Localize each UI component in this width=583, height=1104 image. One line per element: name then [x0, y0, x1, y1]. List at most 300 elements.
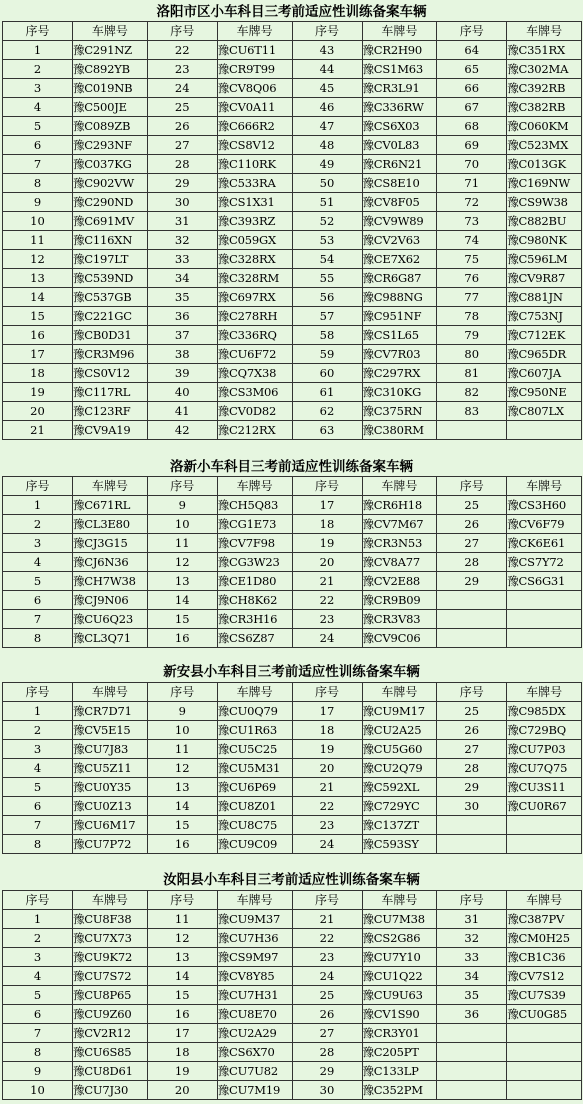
plate-cell: 豫C382RB: [507, 98, 582, 117]
index-cell: 10: [147, 515, 217, 534]
plate-cell: 豫C882BU: [507, 212, 582, 231]
table-row: [3, 212, 582, 231]
plate-cell: 豫CV7F98: [217, 534, 292, 553]
empty-cell: [507, 1081, 582, 1100]
index-cell: 6: [3, 1005, 73, 1024]
plate-cell: 豫CR3L91: [362, 79, 437, 98]
table-row: [3, 986, 582, 1005]
plate-cell: 豫CE7X62: [362, 250, 437, 269]
empty-cell: [437, 610, 507, 629]
index-cell: 4: [3, 553, 73, 572]
index-cell: 12: [147, 759, 217, 778]
index-cell: 24: [292, 629, 362, 648]
index-cell: 6: [3, 591, 73, 610]
plate-cell: 豫C212RX: [217, 421, 292, 440]
index-cell: 18: [292, 721, 362, 740]
plate-cell: 豫C988NG: [362, 288, 437, 307]
index-cell: 69: [437, 136, 507, 155]
index-cell: 47: [292, 117, 362, 136]
table-row: [3, 515, 582, 534]
table-row: [3, 421, 582, 440]
plate-cell: 豫CV2E88: [362, 572, 437, 591]
index-cell: 29: [292, 1062, 362, 1081]
empty-cell: [437, 816, 507, 835]
index-cell: 57: [292, 307, 362, 326]
plate-cell: 豫CS7Y72: [507, 553, 582, 572]
plate-cell: 豫CU8Z01: [217, 797, 292, 816]
empty-cell: [507, 1024, 582, 1043]
index-cell: 14: [147, 797, 217, 816]
plate-cell: 豫CU6P69: [217, 778, 292, 797]
table-row: [3, 835, 582, 854]
index-cell: 17: [147, 1024, 217, 1043]
index-cell: 80: [437, 345, 507, 364]
plate-cell: 豫CV8A77: [362, 553, 437, 572]
plate-cell: 豫C666R2: [217, 117, 292, 136]
plate-cell: 豫CU9C09: [217, 835, 292, 854]
plate-cell: 豫C302MA: [507, 60, 582, 79]
index-cell: 83: [437, 402, 507, 421]
plate-cell: 豫C328RM: [217, 269, 292, 288]
table-row: [3, 288, 582, 307]
plate-cell: 豫C892YB: [73, 60, 148, 79]
index-cell: 46: [292, 98, 362, 117]
table-row: [3, 591, 582, 610]
index-cell: 22: [292, 591, 362, 610]
plate-cell: 豫C336RQ: [217, 326, 292, 345]
plate-cell: 豫CV1S90: [362, 1005, 437, 1024]
plate-cell: 豫CS1L65: [362, 326, 437, 345]
index-cell: 21: [3, 421, 73, 440]
index-cell: 78: [437, 307, 507, 326]
index-cell: 17: [292, 496, 362, 515]
plate-cell: 豫C060KM: [507, 117, 582, 136]
plate-cell: 豫CR3M96: [73, 345, 148, 364]
plate-cell: 豫CK6E61: [507, 534, 582, 553]
plate-cell: 豫CU7X73: [73, 929, 148, 948]
index-cell: 11: [3, 231, 73, 250]
index-cell: 39: [147, 364, 217, 383]
empty-cell: [507, 835, 582, 854]
empty-cell: [507, 629, 582, 648]
plate-cell: 豫CU7M38: [362, 910, 437, 929]
index-cell: 22: [292, 929, 362, 948]
index-cell: 25: [292, 986, 362, 1005]
index-cell: 5: [3, 986, 73, 1005]
empty-cell: [507, 591, 582, 610]
plate-cell: 豫C593SY: [362, 835, 437, 854]
plate-cell: 豫CB1C36: [507, 948, 582, 967]
plate-cell: 豫CU0Q79: [217, 702, 292, 721]
plate-cell: 豫C310KG: [362, 383, 437, 402]
column-header-plate: 车牌号: [73, 683, 148, 702]
plate-cell: 豫C133LP: [362, 1062, 437, 1081]
table-row: [3, 816, 582, 835]
index-cell: 62: [292, 402, 362, 421]
table-row: [3, 345, 582, 364]
index-cell: 26: [147, 117, 217, 136]
plate-cell: 豫CV0D82: [217, 402, 292, 421]
index-cell: 13: [3, 269, 73, 288]
plate-cell: 豫C123RF: [73, 402, 148, 421]
plate-cell: 豫CU7S39: [507, 986, 582, 1005]
index-cell: 12: [3, 250, 73, 269]
plate-cell: 豫C110RK: [217, 155, 292, 174]
plate-cell: 豫CQ7X38: [217, 364, 292, 383]
column-header-index: 序号: [147, 891, 217, 910]
plate-cell: 豫CS3M06: [217, 383, 292, 402]
index-cell: 29: [437, 778, 507, 797]
plate-cell: 豫CV9W89: [362, 212, 437, 231]
table-row: [3, 174, 582, 193]
plate-cell: 豫C537GB: [73, 288, 148, 307]
plate-cell: 豫CV5E15: [73, 721, 148, 740]
plate-cell: 豫CG1E73: [217, 515, 292, 534]
index-cell: 16: [147, 629, 217, 648]
plate-cell: 豫CR9B09: [362, 591, 437, 610]
plate-cell: 豫CU8F38: [73, 910, 148, 929]
plate-cell: 豫CV9R87: [507, 269, 582, 288]
empty-cell: [437, 835, 507, 854]
column-header-index: 序号: [292, 683, 362, 702]
plate-cell: 豫CV7S12: [507, 967, 582, 986]
index-cell: 23: [147, 60, 217, 79]
index-cell: 53: [292, 231, 362, 250]
index-cell: 54: [292, 250, 362, 269]
plate-cell: 豫CU0Z13: [73, 797, 148, 816]
table-row: [3, 721, 582, 740]
plate-cell: 豫CU8E70: [217, 1005, 292, 1024]
index-cell: 9: [3, 1062, 73, 1081]
index-cell: 27: [437, 740, 507, 759]
plate-cell: 豫CV7M67: [362, 515, 437, 534]
plate-cell: 豫C290ND: [73, 193, 148, 212]
plate-cell: 豫CV7R03: [362, 345, 437, 364]
empty-cell: [507, 1043, 582, 1062]
index-cell: 41: [147, 402, 217, 421]
index-cell: 3: [3, 740, 73, 759]
plate-cell: 豫CV9A19: [73, 421, 148, 440]
index-cell: 67: [437, 98, 507, 117]
table-row: [3, 740, 582, 759]
column-header-plate: 车牌号: [73, 22, 148, 41]
index-cell: 3: [3, 79, 73, 98]
index-cell: 49: [292, 155, 362, 174]
plate-cell: 豫C951NF: [362, 307, 437, 326]
index-cell: 60: [292, 364, 362, 383]
index-cell: 2: [3, 515, 73, 534]
column-header-plate: 车牌号: [507, 683, 582, 702]
column-header-index: 序号: [147, 683, 217, 702]
plate-cell: 豫C278RH: [217, 307, 292, 326]
column-header-index: 序号: [3, 683, 73, 702]
index-cell: 1: [3, 41, 73, 60]
plate-cell: 豫C533RA: [217, 174, 292, 193]
plate-cell: 豫CU6M17: [73, 816, 148, 835]
index-cell: 13: [147, 948, 217, 967]
index-cell: 13: [147, 778, 217, 797]
index-cell: 24: [147, 79, 217, 98]
table-row: [3, 553, 582, 572]
index-cell: 4: [3, 967, 73, 986]
plate-cell: 豫CU9U63: [362, 986, 437, 1005]
index-cell: 58: [292, 326, 362, 345]
index-cell: 15: [3, 307, 73, 326]
plate-cell: 豫C205PT: [362, 1043, 437, 1062]
index-cell: 19: [292, 534, 362, 553]
plate-cell: 豫CU0R67: [507, 797, 582, 816]
plate-cell: 豫C671RL: [73, 496, 148, 515]
plate-cell: 豫CS9W38: [507, 193, 582, 212]
index-cell: 25: [437, 702, 507, 721]
vehicle-table: [2, 21, 582, 440]
index-cell: 27: [292, 1024, 362, 1043]
empty-cell: [507, 610, 582, 629]
index-cell: 24: [292, 835, 362, 854]
index-cell: 28: [292, 1043, 362, 1062]
plate-cell: 豫CU9M37: [217, 910, 292, 929]
table-row: [3, 193, 582, 212]
plate-cell: 豫CR2H90: [362, 41, 437, 60]
index-cell: 51: [292, 193, 362, 212]
plate-cell: 豫CU5Z11: [73, 759, 148, 778]
column-header-index: 序号: [437, 683, 507, 702]
table-row: [3, 402, 582, 421]
plate-cell: 豫C117RL: [73, 383, 148, 402]
index-cell: 19: [292, 740, 362, 759]
plate-cell: 豫C596LM: [507, 250, 582, 269]
index-cell: 19: [147, 1062, 217, 1081]
index-cell: 9: [147, 496, 217, 515]
index-cell: 8: [3, 174, 73, 193]
column-header-plate: 车牌号: [73, 477, 148, 496]
column-header-index: 序号: [3, 477, 73, 496]
section-title: 汝阳县小车科目三考前适应性训练备案车辆: [163, 872, 420, 888]
plate-cell: 豫CU7M19: [217, 1081, 292, 1100]
index-cell: 11: [147, 910, 217, 929]
plate-cell: 豫C293NF: [73, 136, 148, 155]
index-cell: 14: [3, 288, 73, 307]
plate-cell: 豫C950NE: [507, 383, 582, 402]
plate-cell: 豫CS6X03: [362, 117, 437, 136]
index-cell: 30: [292, 1081, 362, 1100]
plate-cell: 豫CU7P72: [73, 835, 148, 854]
plate-cell: 豫C197LT: [73, 250, 148, 269]
plate-cell: 豫CU2A29: [217, 1024, 292, 1043]
index-cell: 56: [292, 288, 362, 307]
plate-cell: 豫CJ6N36: [73, 553, 148, 572]
index-cell: 23: [292, 948, 362, 967]
empty-cell: [437, 629, 507, 648]
index-cell: 18: [147, 1043, 217, 1062]
plate-cell: 豫CU7Y10: [362, 948, 437, 967]
plate-cell: 豫CU7J30: [73, 1081, 148, 1100]
index-cell: 11: [147, 534, 217, 553]
plate-cell: 豫C297RX: [362, 364, 437, 383]
plate-cell: 豫CV8F05: [362, 193, 437, 212]
empty-cell: [507, 1062, 582, 1081]
index-cell: 1: [3, 910, 73, 929]
index-cell: 2: [3, 60, 73, 79]
header-row: [3, 22, 582, 41]
column-header-index: 序号: [3, 22, 73, 41]
index-cell: 4: [3, 98, 73, 117]
index-cell: 81: [437, 364, 507, 383]
plate-cell: 豫CR7D71: [73, 702, 148, 721]
plate-cell: 豫C539ND: [73, 269, 148, 288]
plate-cell: 豫C019NB: [73, 79, 148, 98]
column-header-index: 序号: [292, 22, 362, 41]
plate-cell: 豫C116XN: [73, 231, 148, 250]
index-cell: 37: [147, 326, 217, 345]
table-row: [3, 250, 582, 269]
plate-cell: 豫CU8D61: [73, 1062, 148, 1081]
plate-cell: 豫CS2G86: [362, 929, 437, 948]
plate-cell: 豫CU8P65: [73, 986, 148, 1005]
index-cell: 7: [3, 1024, 73, 1043]
index-cell: 50: [292, 174, 362, 193]
index-cell: 21: [292, 778, 362, 797]
plate-cell: 豫CU9K72: [73, 948, 148, 967]
column-header-plate: 车牌号: [217, 891, 292, 910]
plate-cell: 豫CS6Z87: [217, 629, 292, 648]
column-header-plate: 车牌号: [507, 22, 582, 41]
plate-cell: 豫C607JA: [507, 364, 582, 383]
plate-cell: 豫CR9T99: [217, 60, 292, 79]
table-row: [3, 364, 582, 383]
table-row: [3, 60, 582, 79]
empty-cell: [507, 421, 582, 440]
index-cell: 42: [147, 421, 217, 440]
table-row: [3, 948, 582, 967]
plate-cell: 豫C500JE: [73, 98, 148, 117]
plate-cell: 豫CH8K62: [217, 591, 292, 610]
index-cell: 13: [147, 572, 217, 591]
plate-cell: 豫CV0L83: [362, 136, 437, 155]
empty-cell: [437, 1024, 507, 1043]
index-cell: 59: [292, 345, 362, 364]
table-row: [3, 269, 582, 288]
index-cell: 32: [147, 231, 217, 250]
index-cell: 38: [147, 345, 217, 364]
plate-cell: 豫CU7Q75: [507, 759, 582, 778]
index-cell: 10: [3, 212, 73, 231]
index-cell: 2: [3, 721, 73, 740]
plate-cell: 豫C902VW: [73, 174, 148, 193]
plate-cell: 豫C753NJ: [507, 307, 582, 326]
plate-cell: 豫C291NZ: [73, 41, 148, 60]
index-cell: 68: [437, 117, 507, 136]
index-cell: 2: [3, 929, 73, 948]
index-cell: 6: [3, 136, 73, 155]
plate-cell: 豫CS8V12: [217, 136, 292, 155]
index-cell: 9: [3, 193, 73, 212]
plate-cell: 豫C691MV: [73, 212, 148, 231]
plate-cell: 豫C729BQ: [507, 721, 582, 740]
plate-cell: 豫CS1X31: [217, 193, 292, 212]
index-cell: 35: [147, 288, 217, 307]
index-cell: 12: [147, 929, 217, 948]
empty-cell: [437, 1062, 507, 1081]
index-cell: 23: [292, 816, 362, 835]
plate-cell: 豫CV6F79: [507, 515, 582, 534]
index-cell: 19: [3, 383, 73, 402]
plate-cell: 豫C697RX: [217, 288, 292, 307]
column-header-plate: 车牌号: [507, 477, 582, 496]
index-cell: 32: [437, 929, 507, 948]
plate-cell: 豫C336RW: [362, 98, 437, 117]
column-header-index: 序号: [437, 22, 507, 41]
plate-cell: 豫C328RX: [217, 250, 292, 269]
plate-cell: 豫CH5Q83: [217, 496, 292, 515]
plate-cell: 豫CV0A11: [217, 98, 292, 117]
table-row: [3, 79, 582, 98]
table-row: [3, 98, 582, 117]
plate-cell: 豫CS6X70: [217, 1043, 292, 1062]
index-cell: 31: [147, 212, 217, 231]
index-cell: 31: [437, 910, 507, 929]
index-cell: 71: [437, 174, 507, 193]
plate-cell: 豫CJ9N06: [73, 591, 148, 610]
plate-cell: 豫C380RM: [362, 421, 437, 440]
index-cell: 7: [3, 610, 73, 629]
plate-cell: 豫C881JN: [507, 288, 582, 307]
plate-cell: 豫CB0D31: [73, 326, 148, 345]
index-cell: 20: [292, 759, 362, 778]
plate-cell: 豫CU7H36: [217, 929, 292, 948]
index-cell: 28: [437, 553, 507, 572]
table-row: [3, 1005, 582, 1024]
plate-cell: 豫CU5C25: [217, 740, 292, 759]
index-cell: 7: [3, 816, 73, 835]
table-row: [3, 231, 582, 250]
index-cell: 75: [437, 250, 507, 269]
table-row: [3, 759, 582, 778]
table-row: [3, 629, 582, 648]
column-header-index: 序号: [437, 477, 507, 496]
plate-cell: 豫CU6S85: [73, 1043, 148, 1062]
plate-cell: 豫CJ3G15: [73, 534, 148, 553]
index-cell: 20: [3, 402, 73, 421]
table-row: [3, 117, 582, 136]
index-cell: 20: [147, 1081, 217, 1100]
plate-cell: 豫CS6G31: [507, 572, 582, 591]
plate-cell: 豫C965DR: [507, 345, 582, 364]
table-row: [3, 929, 582, 948]
index-cell: 5: [3, 778, 73, 797]
plate-cell: 豫C375RN: [362, 402, 437, 421]
index-cell: 11: [147, 740, 217, 759]
index-cell: 29: [437, 572, 507, 591]
plate-cell: 豫CV8Q06: [217, 79, 292, 98]
plate-cell: 豫C013GK: [507, 155, 582, 174]
index-cell: 3: [3, 948, 73, 967]
table-row: [3, 778, 582, 797]
plate-cell: 豫CU7S72: [73, 967, 148, 986]
plate-cell: 豫CV9C06: [362, 629, 437, 648]
column-header-index: 序号: [147, 477, 217, 496]
header-row: [3, 891, 582, 910]
column-header-index: 序号: [292, 477, 362, 496]
header-row: [3, 477, 582, 496]
table-row: [3, 155, 582, 174]
index-cell: 26: [437, 515, 507, 534]
index-cell: 21: [292, 910, 362, 929]
plate-cell: 豫C712EK: [507, 326, 582, 345]
plate-cell: 豫CV8Y85: [217, 967, 292, 986]
index-cell: 48: [292, 136, 362, 155]
index-cell: 27: [437, 534, 507, 553]
